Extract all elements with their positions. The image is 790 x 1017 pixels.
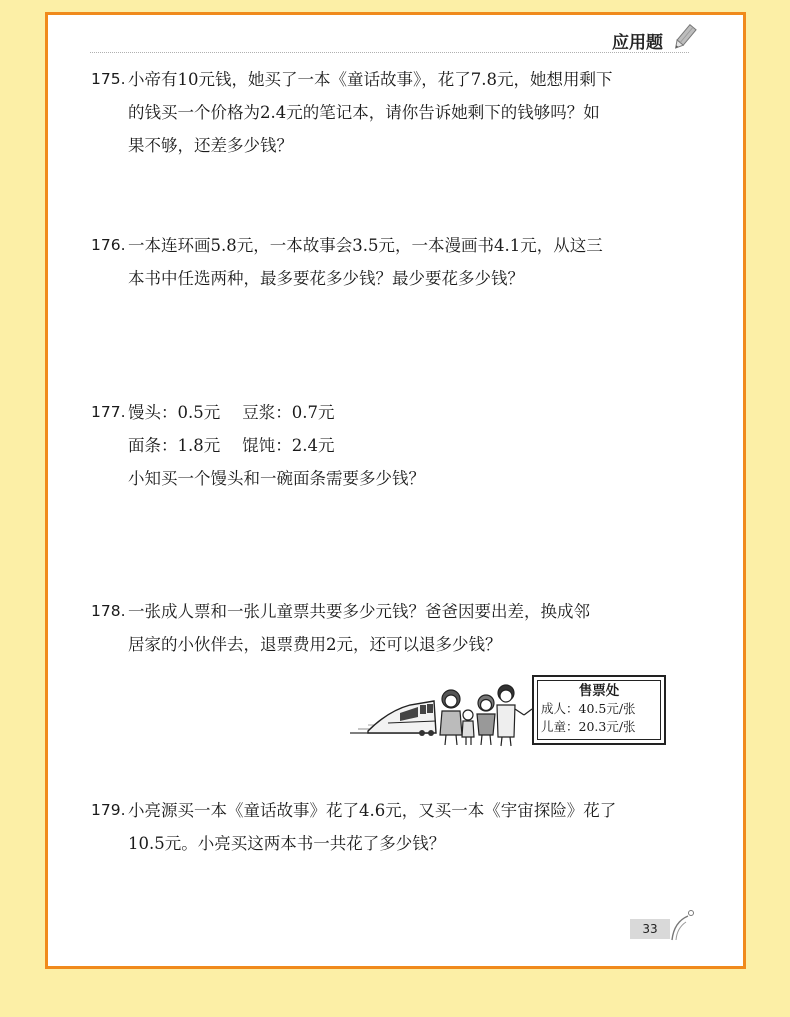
train-icon xyxy=(350,701,436,736)
menu-item: 馒头：0.5元 xyxy=(128,403,221,422)
problem-text-line: 一本连环画5.8元，一本故事会3.5元，一本漫画书4.1元，从这三 xyxy=(128,236,603,255)
problem-number: 175. xyxy=(91,70,126,88)
problem-text-line: 10.5元。小亮买这两本书一共花了多少钱？ xyxy=(128,834,446,853)
problem-text-line: 果不够，还差多少钱？ xyxy=(128,136,293,155)
page-number: 33 xyxy=(630,919,670,939)
problem-175 xyxy=(91,63,671,162)
header-divider xyxy=(90,52,689,53)
pencil-icon xyxy=(671,23,697,53)
menu-row xyxy=(91,429,671,462)
problem-178 xyxy=(91,595,671,661)
menu-row xyxy=(91,396,671,429)
menu-item: 面条：1.8元 xyxy=(128,436,221,455)
menu-item: 馄饨：2.4元 xyxy=(242,436,335,455)
problem-text-line: 一张成人票和一张儿童票共要多少元钱？爸爸因要出差，换成邻 xyxy=(128,602,590,621)
problem-text-line: 居家的小伙伴去，退票费用2元，还可以退多少钱？ xyxy=(128,635,502,654)
section-title: 应用题 xyxy=(612,33,663,53)
problem-179 xyxy=(91,794,671,860)
ticket-board-title: 售票处 xyxy=(578,683,620,699)
problem-177 xyxy=(91,396,671,495)
family-icon xyxy=(440,685,532,746)
ticket-price-child: 儿童：20.3元/张 xyxy=(541,719,636,734)
problem-number: 177. xyxy=(91,403,126,421)
swirl-decoration-icon xyxy=(668,908,696,942)
problem-number: 176. xyxy=(91,236,126,254)
problem-text-line: 小亮源买一本《童话故事》花了4.6元，又买一本《宇宙探险》花了 xyxy=(128,801,617,820)
problem-text-line: 的钱买一个价格为2.4元的笔记本，请你告诉她剩下的钱够吗？如 xyxy=(128,103,600,122)
problem-text-line: 本书中任选两种，最多要花多少钱？最少要花多少钱？ xyxy=(128,269,524,288)
workbook-page xyxy=(45,12,746,969)
ticket-price-adult: 成人：40.5元/张 xyxy=(541,701,636,716)
menu-item: 豆浆：0.7元 xyxy=(242,403,335,422)
ticket-price-board xyxy=(532,675,666,745)
problem-number: 179. xyxy=(91,801,126,819)
problem-number: 178. xyxy=(91,602,126,620)
problem-176 xyxy=(91,229,671,295)
problem-text-line: 小帝有10元钱，她买了一本《童话故事》，花了7.8元，她想用剩下 xyxy=(128,70,613,89)
problem-question: 小知买一个馒头和一碗面条需要多少钱？ xyxy=(128,469,425,488)
